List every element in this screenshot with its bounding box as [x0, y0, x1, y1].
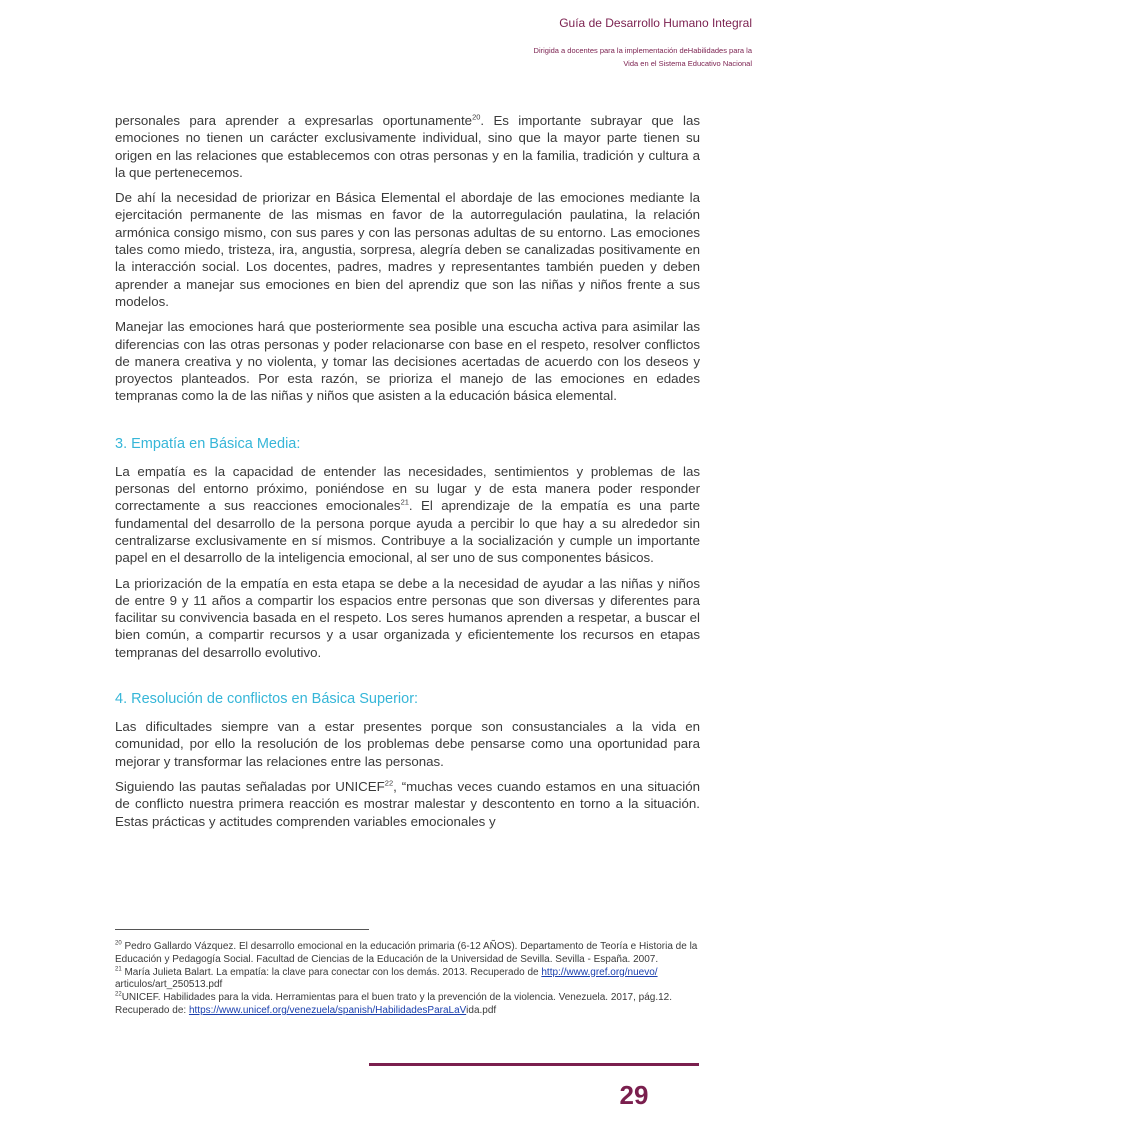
footnote-20 — [115, 941, 700, 967]
footnote-ref-20: 20 — [472, 112, 481, 122]
header-subtitle — [534, 44, 752, 70]
footnote-21-number: 21 — [115, 966, 122, 973]
paragraph-4-rest: . El aprendizaje de la empatía es una parte fundamental del desarrollo de la persona porque ayuda a percibir lo que hay a su alrededor sin centralizarse exclusivamente en sí mismos. Contribuye a la socialización y cumple un importante papel en el desarrollo de la inteligencia emocional, al ser uno de sus componentes básicos. — [115, 498, 700, 566]
footnote-22-text: UNICEF. Habilidades para la vida. Herramientas para el buen trato y la prevención de la violencia. Venezuela. 2017, pág.12. Recuperado de: — [115, 992, 673, 1016]
paragraph-1-text: personales para aprender a expresarlas oportunamente — [115, 113, 473, 128]
footnote-22 — [115, 992, 700, 1018]
main-text — [115, 112, 700, 838]
footnote-21-after: articulos/art_250513.pdf — [115, 979, 223, 991]
section-heading-empatia: 3. Empatía en Básica Media: — [115, 435, 301, 452]
footnote-21-text: María Julieta Balart. La empatía: la clave para conectar con los demás. 2013. Recuperado de — [121, 966, 542, 978]
footnote-21-link[interactable]: http://www.gref.org/nuevo/ — [541, 966, 658, 978]
footnote-ref-22: 22 — [384, 778, 394, 788]
section-heading-resolucion: 4. Resolución de conflictos en Básica Superior: — [115, 691, 419, 708]
page-footer-bar — [369, 1063, 699, 1066]
footnote-21 — [115, 967, 700, 993]
footnote-20-number: 20 — [115, 940, 122, 947]
paragraph-4 — [115, 463, 700, 567]
footnotes — [115, 941, 700, 1018]
paragraph-3: Manejar las emociones hará que posteriormente sea posible una escucha activa para asimilar las diferencias con las otras personas y poder relacionarse con base en el respeto, resolver conflictos de manera creativa y no violenta, y tomar las decisiones acertadas de acuerdo con los deseos y proyectos planteados. Por esta razón, se prioriza el manejo de las emociones en edades tempranas como la de las niñas y niños que asisten a la educación básica elemental. — [115, 319, 700, 404]
paragraph-5: La priorización de la empatía en esta etapa se debe a la necesidad de ayudar a las niñas y niños de entre 9 y 11 años a compartir los espacios entre personas que son diversas y diferentes para facilitar su convivencia basada en el respeto. Los seres humanos aprenden a respetar, a buscar el bien común, a compartir recursos y a usar organizada y eficientemente los recursos en etapas tempranas del desarrollo evolutivo. — [115, 575, 700, 660]
paragraph-1-rest: . Es importante subrayar que las emociones no tienen un carácter exclusivamente individual, sino que la mayor parte tienen su origen en las relaciones que establecemos con otras personas y en la familia, tradición y cultura a la que pertenecemos. — [115, 113, 700, 180]
header-title: Guía de Desarrollo Humano Integral — [559, 16, 752, 30]
paragraph-2: De ahí la necesidad de priorizar en Básica Elemental el abordaje de las emociones mediante la ejercitación permanente de las mismas en favor de la autorregulación paulatina, la relación armónica consigo mismo, con sus pares y con las personas adultas de su entorno. Las emociones tales como miedo, tristeza, ira, angustia, sorpresa, alegría deben se canalizadas positivamente en la interacción social. Los docentes, padres, madres y representantes también pueden y deben aprender a manejar sus emociones en bien del aprendiz que son las niñas y niños frente a sus modelos. — [115, 190, 700, 309]
footnote-22-after: ida.pdf — [466, 1004, 497, 1016]
paragraph-6: Las dificultades siempre van a estar presentes porque son consustanciales a la vida en comunidad, por ello la resolución de los problemas debe pensarse como una oportunidad para mejorar y transformar las relaciones entre las personas. — [115, 719, 700, 769]
footnote-22-number: 22 — [115, 991, 122, 998]
page-number: 29 — [619, 1080, 649, 1110]
footnote-divider — [115, 929, 369, 930]
paragraph-7-rest: , “muchas veces cuando estamos en una situación de conflicto nuestra primera reacción es mostrar malestar y descontento en torno a la situación. Estas prácticas y actitudes comprenden variables emocionales y — [115, 778, 701, 829]
paragraph-7 — [115, 778, 700, 830]
header-subtitle-line2: Vida en el Sistema Educativo Nacional — [623, 59, 752, 68]
paragraph-4-text: La empatía es la capacidad de entender las necesidades, sentimientos y problemas de las personas del entorno próximo, poniéndose en su lugar y de esta manera poder responder correctamente a sus reacciones emocionales — [115, 463, 700, 514]
footnote-22-link[interactable]: https://www.unicef.org/venezuela/spanish/HabilidadesParaLaV — [188, 1004, 467, 1016]
footnote-ref-21: 21 — [400, 497, 409, 507]
paragraph-1 — [115, 112, 700, 181]
footnote-20-text: Pedro Gallardo Vázquez. El desarrollo emocional en la educación primaria (6-12 AÑOS). Departamento de Teoría e Historia de la Educación y Pedagogía Social. Facultad de Ciencias de la Educación de la Universidad de Sevilla. Sevilla - España. 2007. — [115, 941, 698, 965]
header-subtitle-line1: Dirigida a docentes para la implementación deHabilidades para la — [533, 46, 752, 55]
paragraph-7-text: Siguiendo las pautas señaladas por UNICEF — [115, 778, 385, 794]
